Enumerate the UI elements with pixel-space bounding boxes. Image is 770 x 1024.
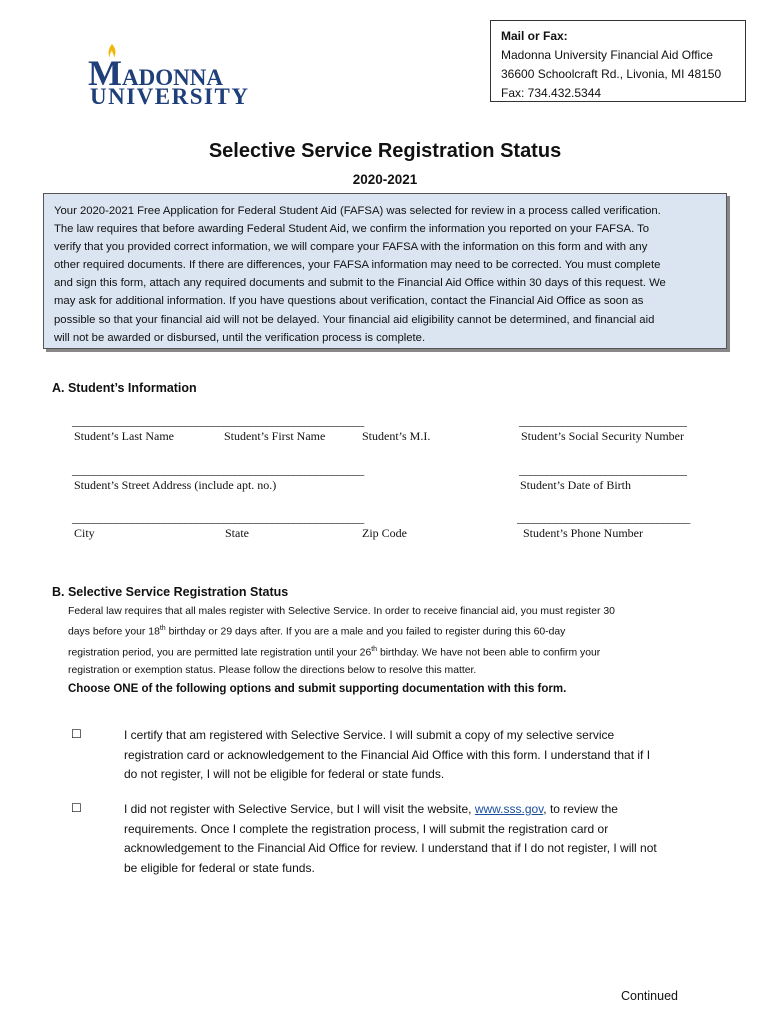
dob-label: Student’s Date of Birth — [520, 478, 631, 492]
city-label: City — [74, 526, 95, 540]
address-label: Student’s Street Address (include apt. no.) — [74, 478, 277, 492]
logo-wordmark-bottom: UNIVERSITY — [90, 84, 250, 109]
selective-service-paragraph — [68, 603, 748, 679]
phone-fill-line[interactable]: ________________________________ — [517, 511, 690, 525]
dob-fill-line[interactable]: _______________________________ — [519, 463, 687, 477]
page-title: Selective Service Registration Status — [208, 140, 562, 162]
choose-instruction: Choose ONE of the following options and submit supporting documentation with this form. — [68, 683, 567, 695]
notice-line: other required documents. If there are differences, your FAFSA information may need to be corrected. You must complete — [54, 259, 661, 272]
mail-office: Madonna University Financial Aid Office — [501, 48, 713, 62]
option2-text: I did not register with Selective Service, but I will visit the website, www.sss.gov, to review the requirements. Once I complete the registration process, I will submit the registration card or acknowledgement to the Financial Aid Office for review. I understand that if I do not register, I will not be eligible for federal or state funds. — [124, 802, 657, 875]
state-label: State — [225, 526, 249, 540]
name-fill-line[interactable]: ______________________________________________________ — [72, 414, 364, 428]
section-a-heading: A. Student’s Information — [52, 381, 197, 395]
award-year: 2020-2021 — [352, 172, 418, 187]
continued-label: Continued — [621, 989, 678, 1003]
option2-checkbox[interactable]: ☐ — [71, 801, 82, 815]
university-logo — [88, 44, 250, 110]
mail-fax-box — [490, 20, 746, 102]
notice-line: Your 2020-2021 Free Application for Federal Student Aid (FAFSA) was selected for review in a process called verification. — [54, 205, 661, 217]
paragraph-line: Federal law requires that all males register with Selective Service. In order to receive financial aid, you must register 30 — [68, 606, 615, 617]
address-fill-line[interactable]: ______________________________________________________ — [72, 463, 364, 477]
option1-text: I certify that am registered with Selective Service. I will submit a copy of my selective service registration card or acknowledgement to the Financial Aid Office with this form. I understand that if I do not register, I will not be eligible for federal or state funds. — [124, 728, 651, 781]
section-b-heading: B. Selective Service Registration Status — [52, 585, 289, 599]
last-name-label: Student’s Last Name — [74, 429, 174, 443]
city-state-zip-fill-line[interactable]: ______________________________________________________ — [72, 511, 364, 525]
ssn-fill-line[interactable]: _______________________________ — [519, 414, 687, 428]
sss-website-link[interactable]: www.sss.gov — [474, 802, 544, 816]
mail-address: 36600 Schoolcraft Rd., Livonia, MI 48150 — [501, 67, 722, 81]
phone-label: Student’s Phone Number — [523, 526, 643, 540]
notice-line: verify that you provided correct information, we will compare your FAFSA with the information on this form and with any — [54, 241, 648, 254]
first-name-label: Student’s First Name — [224, 429, 326, 443]
paragraph-line: registration period, you are permitted late registration until your 26th birthday. We have not been able to confirm your — [68, 645, 601, 659]
paragraph-line: registration or exemption status. Please follow the directions below to resolve this matter. — [68, 664, 477, 676]
zip-label: Zip Code — [362, 526, 407, 540]
notice-line: will not be awarded or disbursed, until the verification process is complete. — [54, 331, 426, 344]
logo-wordmark-top: MADONNA — [88, 53, 223, 93]
notice-line: possible so that your financial aid will not be delayed. Your financial aid eligibility cannot be determined, and financial aid — [54, 313, 655, 326]
option1-checkbox[interactable]: ☐ — [71, 727, 82, 741]
notice-line: and sign this form, attach any required documents and submit to the Financial Aid Office within 30 days of this request. We — [54, 277, 666, 290]
paragraph-line: days before your 18th birthday or 29 days after. If you are a male and you failed to register during this 60-day — [68, 625, 566, 638]
mail-fax: Fax: 734.432.5344 — [501, 86, 602, 100]
verification-notice — [43, 193, 727, 349]
notice-line: may ask for additional information. If you have questions about verification, contact the Financial Aid Office as soon as — [54, 295, 644, 308]
ssn-label: Student’s Social Security Number — [521, 429, 684, 443]
mail-fax-title: Mail or Fax: — [501, 29, 568, 43]
mi-label: Student’s M.I. — [362, 429, 431, 443]
notice-line: The law requires that before awarding Federal Student Aid, we confirm the information you reported on your FAFSA. To — [54, 223, 650, 236]
